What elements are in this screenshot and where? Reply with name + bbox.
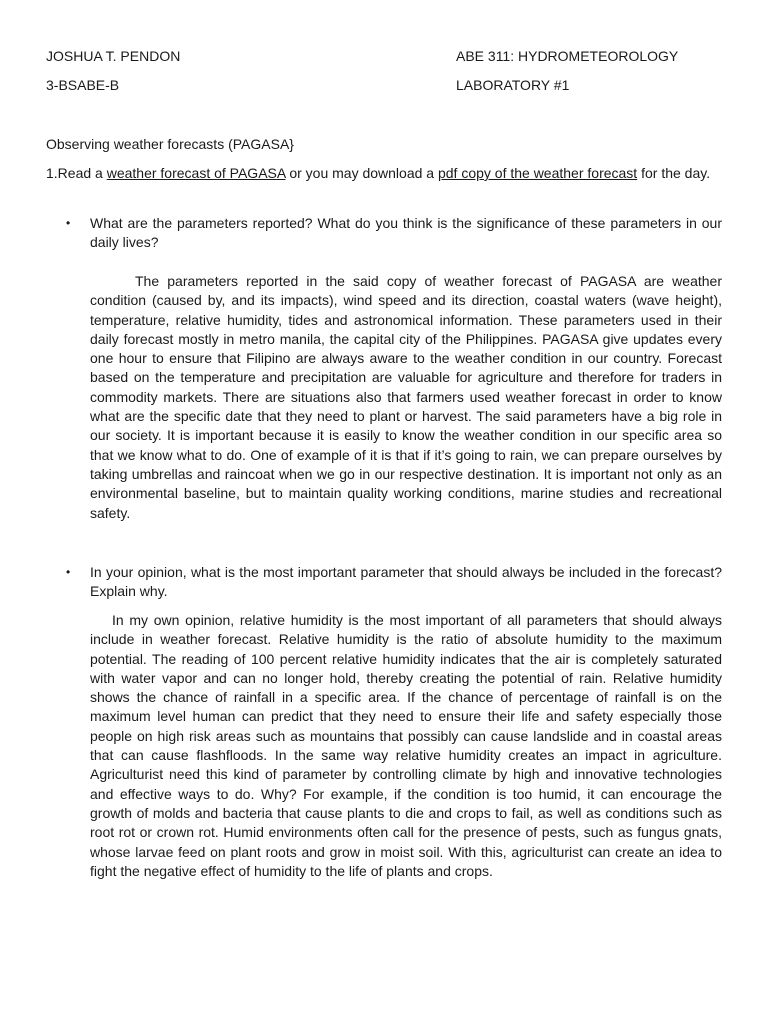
answer-text: The parameters reported in the said copy of weather forecast of PAGASA are weather condition (caused by, and its impacts), wind speed and its direction, coastal waters (wave height), temperature, relative humidity, tides and astronomical information. These parameters used in their daily forecast mostly in metro manila, the capital city of the Philippines. PAGASA give updates every one hour to ensure that Filipino are always aware to the weather condition in our country. Forecast based on the temperature and precipitation are valuable for agriculture and therefore for traders in commodity markets. There are situations also that farmers used weather forecast in order to know what are the specific date that they need to plant or harvest. The said parameters have a big role in our society. It is important because it is easily to know the weather condition in our specific area so that we know what to do. One of example of it is that if it’s going to rain, we can prepare ourselves by taking umbrellas and raincoat when we go in our respective destination. It is important not only as an environmental baseline, but to maintain quality working conditions, marine studies and recreational safety.	[90, 273, 722, 521]
bullet-icon: •	[66, 565, 71, 579]
student-section: 3-BSABE-B	[46, 77, 120, 93]
bullet-icon: •	[66, 216, 71, 230]
page-title: Observing weather forecasts (PAGASA}	[46, 136, 294, 152]
answer-paragraph	[90, 611, 722, 881]
answer-paragraph	[90, 272, 722, 523]
lab-number: LABORATORY #1	[456, 77, 570, 93]
student-name: JOSHUA T. PENDON	[46, 48, 181, 64]
question-item	[46, 214, 722, 253]
instruction	[46, 164, 722, 183]
pdf-forecast-link[interactable]: pdf copy of the weather forecast	[437, 165, 638, 181]
instruction-prefix: 1.Read a	[46, 165, 107, 181]
question-text: What are the parameters reported? What do you think is the significance of these parameters in our daily lives?	[90, 215, 722, 251]
course-title: ABE 311: HYDROMETEOROLOGY	[456, 48, 679, 64]
question-text: In your opinion, what is the most important parameter that should always be included in the forecast? Explain why.	[90, 564, 722, 600]
pagasa-forecast-link[interactable]: weather forecast of PAGASA	[106, 165, 286, 181]
instruction-middle: or you may download a	[285, 165, 438, 181]
answer-text: In my own opinion, relative humidity is the most important of all parameters that should always include in weather forecast. Relative humidity is the ratio of absolute humidity to the maximum potential. The reading of 100 percent relative humidity indicates that the air is completely saturated with water vapor and can no longer hold, thereby creating the potential of rain. Relative humidity shows the chance of rainfall in a specific area. If the chance of percentage of rainfall is on the maximum level human can predict that they need to ensure their life and safety especially those people on high risk areas such as mountains that possibly can cause landslide and in coastal areas that can cause flashfloods. In the same way relative humidity creates an impact in agriculture. Agriculturist need this kind of parameter by controlling climate by high and innovative technologies and effective ways to do. Why? For example, if the condition is too humid, it can encourage the growth of molds and bacteria that cause plants to die and crops to fail, as well as conditions such as root rot or crown rot. Humid environments often call for the presence of pests, such as fungus gnats, whose larvae feed on plant roots and grow in moist soil. With this, agriculturist can create an idea to fight the negative effect of humidity to the life of plants and crops.	[90, 612, 722, 879]
question-item	[46, 563, 722, 602]
instruction-suffix: for the day.	[637, 165, 711, 181]
